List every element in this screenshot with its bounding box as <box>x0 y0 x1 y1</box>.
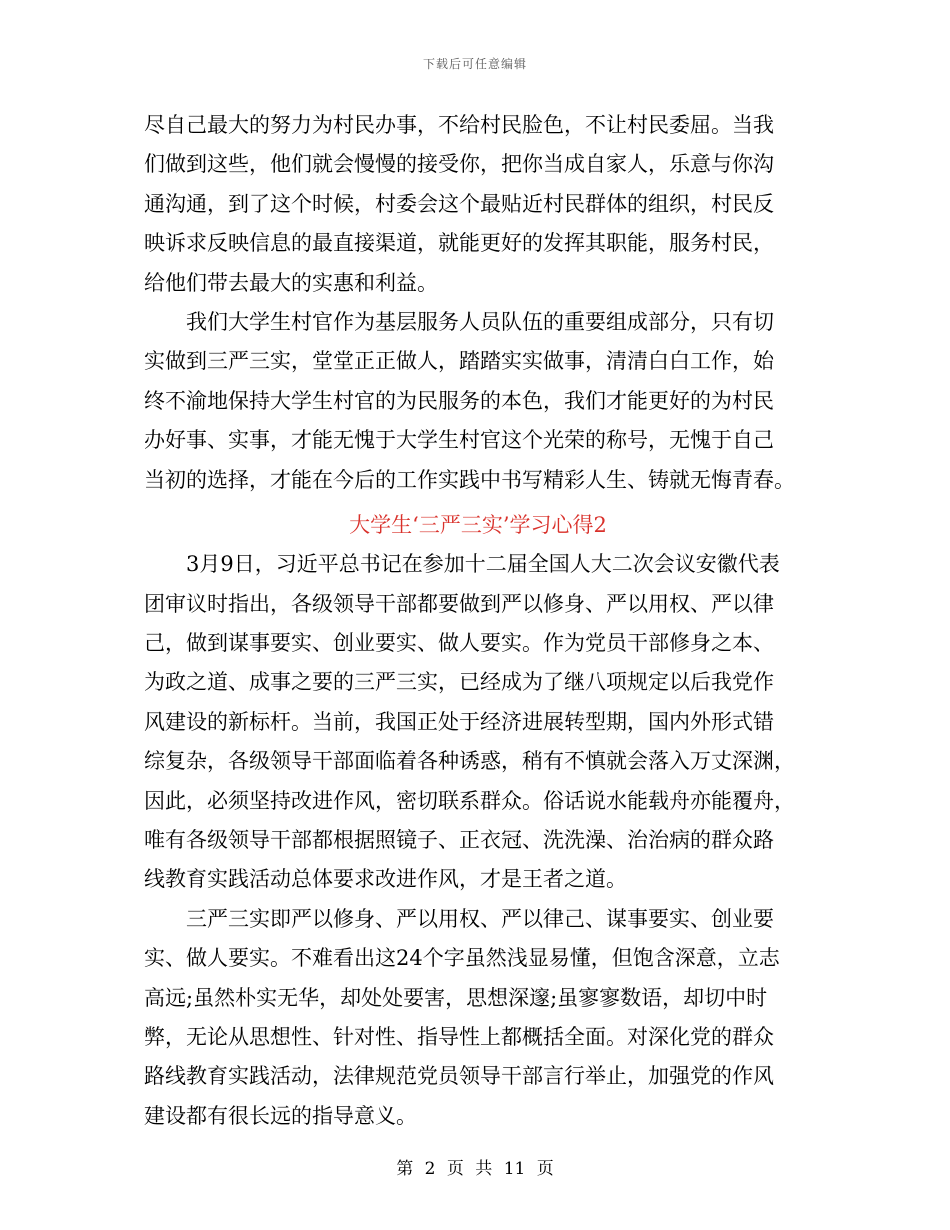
paragraph <box>144 900 812 1136</box>
text-line: 终不渝地保持大学生村官的为民服务的本色，我们才能更好的为村民 <box>144 388 774 413</box>
paragraph <box>144 545 812 900</box>
text-line: 弊，无论从思想性、针对性、指导性上都概括全面。对深化党的群众 <box>144 1024 774 1049</box>
text-line: 实做到三严三实，堂堂正正做人，踏踏实实做事，清清白白工作，始 <box>144 349 774 374</box>
text-line: 通沟通，到了这个时候，村委会这个最贴近村民群体的组织，村民反 <box>144 191 774 216</box>
text-line: 高远;虽然朴实无华，却处处要害，思想深邃;虽寥寥数语，却切中时 <box>144 985 768 1010</box>
text-line: 尽自己最大的努力为村民办事，不给村民脸色，不让村民委屈。当我 <box>144 113 774 137</box>
text-line: 三严三实即严以修身、严以用权、严以律己、谋事要实、创业要 <box>186 906 774 931</box>
section-heading: 大学生‘三严三实’学习心得2 <box>349 512 607 537</box>
text-line: 3月9日，习近平总书记在参加十二届全国人大二次会议安徽代表 <box>186 552 780 577</box>
text-line: 办好事、实事，才能无愧于大学生村官这个光荣的称号，无愧于自己 <box>144 428 774 453</box>
text-line: 路线教育实践活动，法律规范党员领导干部言行举止，加强党的作风 <box>144 1064 774 1089</box>
text-line: 唯有各级领导干部都根据照镜子、正衣冠、洗洗澡、治治病的群众路 <box>144 828 774 853</box>
text-line: 为政之道、成事之要的三严三实，已经成为了继八项规定以后我党作 <box>144 670 774 695</box>
text-line: 给他们带去最大的实惠和利益。 <box>144 270 438 295</box>
text-line: 建设都有很长远的指导意义。 <box>144 1103 417 1128</box>
text-line: 团审议时指出，各级领导干部都要做到严以修身、严以用权、严以律 <box>144 591 774 616</box>
page-footer: 第 2 页 共 11 页 <box>396 1159 554 1179</box>
paragraph <box>144 106 812 303</box>
text-line: 己，做到谋事要实、创业要实、做人要实。作为党员干部修身之本、 <box>144 631 774 656</box>
text-line: 我们大学生村官作为基层服务人员队伍的重要组成部分，只有切 <box>186 309 774 334</box>
document-body <box>144 106 812 1136</box>
text-line: 因此，必须坚持改进作风，密切联系群众。俗话说水能载舟亦能覆舟， <box>144 788 795 813</box>
text-line: 映诉求反映信息的最直接渠道，就能更好的发挥其职能，服务村民， <box>144 231 774 256</box>
text-line: 们做到这些，他们就会慢慢的接受你，把你当成自家人，乐意与你沟 <box>144 152 774 177</box>
text-line: 当初的选择，才能在今后的工作实践中书写精彩人生、铸就无悔青春。 <box>144 467 795 492</box>
page-header: 下载后可任意编辑 <box>422 57 527 71</box>
text-line: 综复杂，各级领导干部面临着各种诱惑，稍有不慎就会落入万丈深渊， <box>144 749 795 774</box>
paragraph <box>144 303 812 500</box>
text-line: 风建设的新标杆。当前，我国正处于经济进展转型期，国内外形式错 <box>144 709 774 734</box>
text-line: 实、做人要实。不难看出这24个字虽然浅显易懂，但饱含深意，立志 <box>144 946 780 971</box>
text-line: 线教育实践活动总体要求改进作风，才是王者之道。 <box>144 867 627 892</box>
